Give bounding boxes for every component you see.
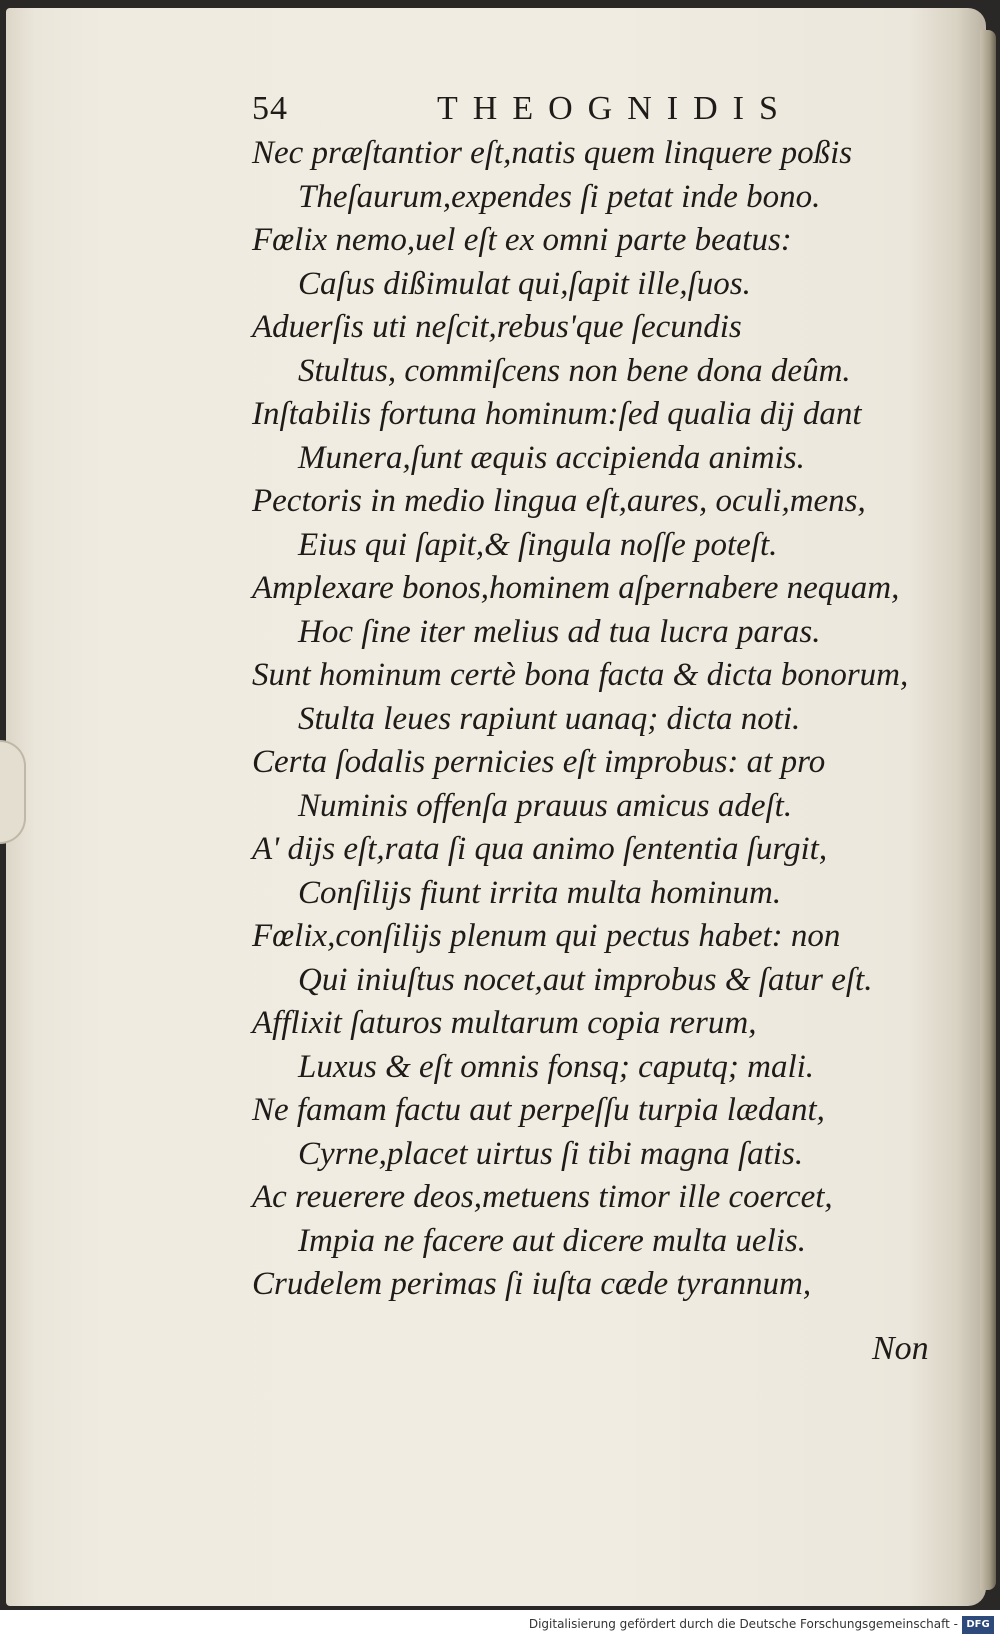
- verse-line: Fœlix,conſilijs plenum qui pectus habet: non: [252, 918, 841, 954]
- verse-line: A' dijs eſt,rata ſi qua animo ſententia ſurgit,: [252, 831, 828, 867]
- page-tab: [0, 740, 26, 844]
- verse-line: Stulta leues rapiunt uanaq; dicta noti.: [298, 700, 801, 737]
- verse-line: Eius qui ſapit,& ſingula noſſe poteſt.: [298, 526, 778, 563]
- verse-line: Inſtabilis fortuna hominum:ſed qualia dij dant: [252, 396, 862, 432]
- catchword: Non: [872, 1330, 929, 1367]
- verse-line: Pectoris in medio lingua eſt,aures, oculi,mens,: [252, 483, 866, 519]
- verse-line: Ne famam factu aut perpeſſu turpia lædant,: [252, 1092, 825, 1128]
- poem-text: [252, 132, 909, 1307]
- verse-line: Hoc ſine iter melius ad tua lucra paras.: [298, 613, 821, 650]
- verse-line: Amplexare bonos,hominem aſpernabere nequam,: [252, 570, 900, 606]
- footer-bar: [0, 1612, 1000, 1639]
- verse-line: Ac reuerere deos,metuens timor ille coercet,: [252, 1179, 833, 1215]
- digitization-credit: Digitalisierung gefördert durch die Deutsche Forschungsgemeinschaft -: [528, 1617, 958, 1631]
- page-number: 54: [252, 90, 288, 127]
- verse-line: Sunt hominum certè bona facta & dicta bonorum,: [252, 657, 909, 693]
- verse-line: Caſus dißimulat qui,ſapit ille,ſuos.: [298, 265, 751, 302]
- running-head: THEOGNIDIS: [437, 90, 793, 127]
- verse-line: Conſilijs fiunt irrita multa hominum.: [298, 874, 782, 911]
- page-edge: [980, 30, 996, 1590]
- dfg-logo: DFG: [962, 1616, 994, 1634]
- verse-line: Fœlix nemo,uel eſt ex omni parte beatus:: [252, 222, 792, 258]
- verse-line: Impia ne facere aut dicere multa uelis.: [298, 1222, 807, 1259]
- verse-line: Theſaurum,expendes ſi petat inde bono.: [298, 178, 821, 215]
- verse-line: Afflixit ſaturos multarum copia rerum,: [252, 1005, 757, 1041]
- verse-line: Stultus, commiſcens non bene dona deûm.: [298, 352, 851, 389]
- verse-line: Aduerſis uti neſcit,rebus'que ſecundis: [252, 309, 742, 345]
- verse-line: Nec præſtantior eſt,natis quem linquere poßis: [252, 135, 853, 171]
- verse-line: Numinis offenſa prauus amicus adeſt.: [298, 787, 793, 824]
- verse-line: Crudelem perimas ſi iuſta cæde tyrannum,: [252, 1266, 812, 1302]
- verse-line: Cyrne,placet uirtus ſi tibi magna ſatis.: [298, 1135, 804, 1172]
- verse-line: Luxus & eſt omnis fonsq; caputq; mali.: [298, 1048, 815, 1085]
- verse-line: Certa ſodalis pernicies eſt improbus: at pro: [252, 744, 826, 780]
- verse-line: Qui iniuſtus nocet,aut improbus & ſatur eſt.: [298, 961, 873, 998]
- verse-line: Munera,ſunt æquis accipienda animis.: [298, 439, 805, 476]
